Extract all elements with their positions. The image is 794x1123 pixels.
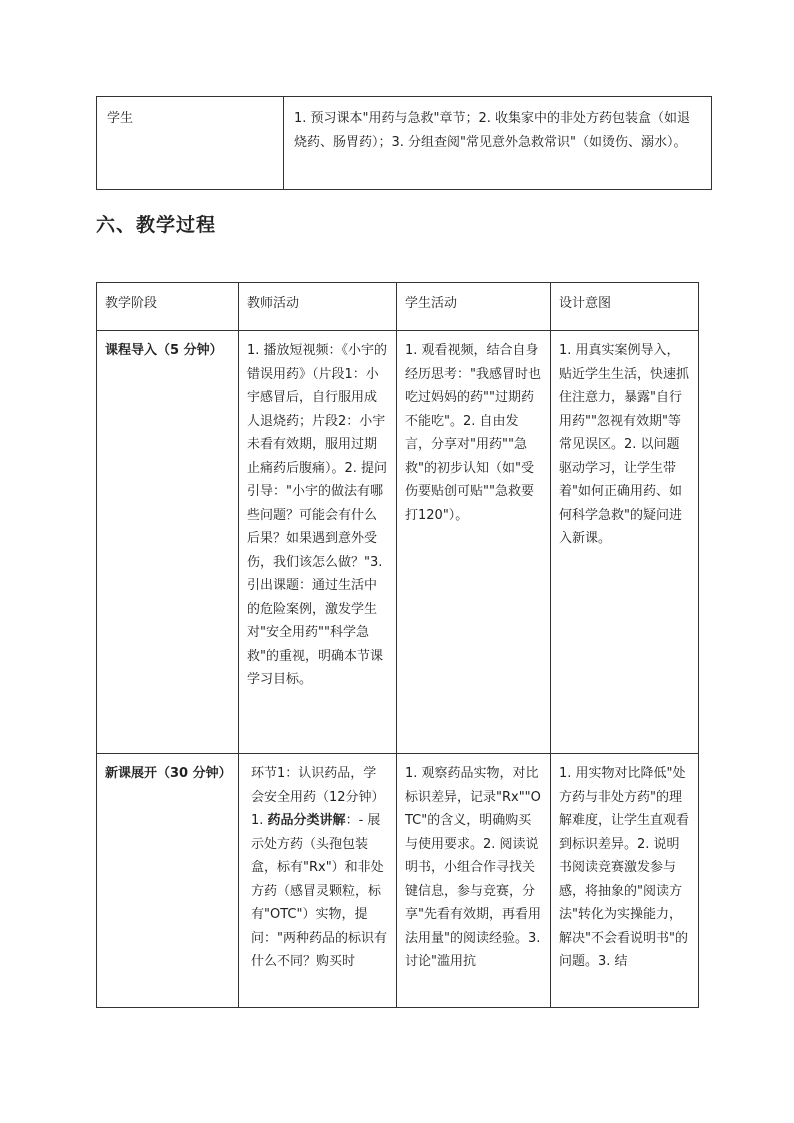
header-intent: 设计意图 bbox=[551, 283, 699, 331]
table-header-row bbox=[97, 283, 699, 331]
teacher-activity-rest: ：- 展示处方药（头孢包装盒，标有"Rx"）和非处方药（感冒灵颗粒，标有"OTC"）实物，提问："两种药品的标识有什么不同？购买时 bbox=[251, 813, 387, 969]
teacher-activity-cell: 1. 播放短视频：《小宇的错误用药》（片段1：小宇感冒后，自行服用成人退烧药；片段2：小宇未看有效期，服用过期止痛药后腹痛）。2. 提问引导："小宇的做法有哪些问题？可能会有什么后果？如果遇到意外受伤，我们该怎么做？"3. 引出课题：通过生活中的危险案例，激发学生对"安全用药""科学急救"的重视，明确本节课学习目标。 bbox=[239, 331, 397, 754]
stage-cell: 新课展开（30 分钟） bbox=[97, 754, 239, 1008]
header-stage: 教学阶段 bbox=[97, 283, 239, 331]
prep-content-cell: 1. 预习课本"用药与急救"章节；2. 收集家中的非处方药包装盒（如退烧药、肠胃药）；3. 分组查阅"常见意外急救常识"（如烫伤、溺水）。 bbox=[284, 97, 712, 190]
teaching-process-table bbox=[96, 282, 699, 1008]
role-cell: 学生 bbox=[97, 97, 284, 190]
student-activity-cell: 1. 观察药品实物，对比标识差异，记录"Rx""OTC"的含义，明确购买与使用要求。2. 阅读说明书，小组合作寻找关键信息，参与竞赛，分享"先看有效期，再看用法用量"的阅读经验。3. 讨论"滥用抗 bbox=[397, 754, 551, 1008]
teacher-activity-bold: 药品分类讲解 bbox=[267, 813, 346, 828]
design-intent-cell: 1. 用真实案例导入，贴近学生生活，快速抓住注意力，暴露"自行用药""忽视有效期"等常见误区。2. 以问题驱动学习，让学生带着"如何正确用药、如何科学急救"的疑问进入新课。 bbox=[551, 331, 699, 754]
header-teacher: 教师活动 bbox=[239, 283, 397, 331]
stage-cell: 课程导入（5 分钟） bbox=[97, 331, 239, 754]
section-title: 六、教学过程 bbox=[96, 214, 217, 236]
table-row bbox=[97, 97, 712, 190]
student-prep-table bbox=[96, 96, 712, 190]
table-row bbox=[97, 331, 699, 754]
header-student: 学生活动 bbox=[397, 283, 551, 331]
teacher-activity-cell bbox=[239, 754, 397, 1008]
student-activity-cell: 1. 观看视频，结合自身经历思考："我感冒时也吃过妈妈的药""过期药不能吃"。2. 自由发言，分享对"用药""急救"的初步认知（如"受伤要贴创可贴""急救要打120"）。 bbox=[397, 331, 551, 754]
teacher-activity-intro: 环节1：认识药品，学会安全用药（12分钟）1. bbox=[251, 766, 385, 828]
table-row bbox=[97, 754, 699, 1008]
design-intent-cell: 1. 用实物对比降低"处方药与非处方药"的理解难度，让学生直观看到标识差异。2. 说明书阅读竞赛激发参与感，将抽象的"阅读方法"转化为实操能力，解决"不会看说明书"的问题。3. 结 bbox=[551, 754, 699, 1008]
